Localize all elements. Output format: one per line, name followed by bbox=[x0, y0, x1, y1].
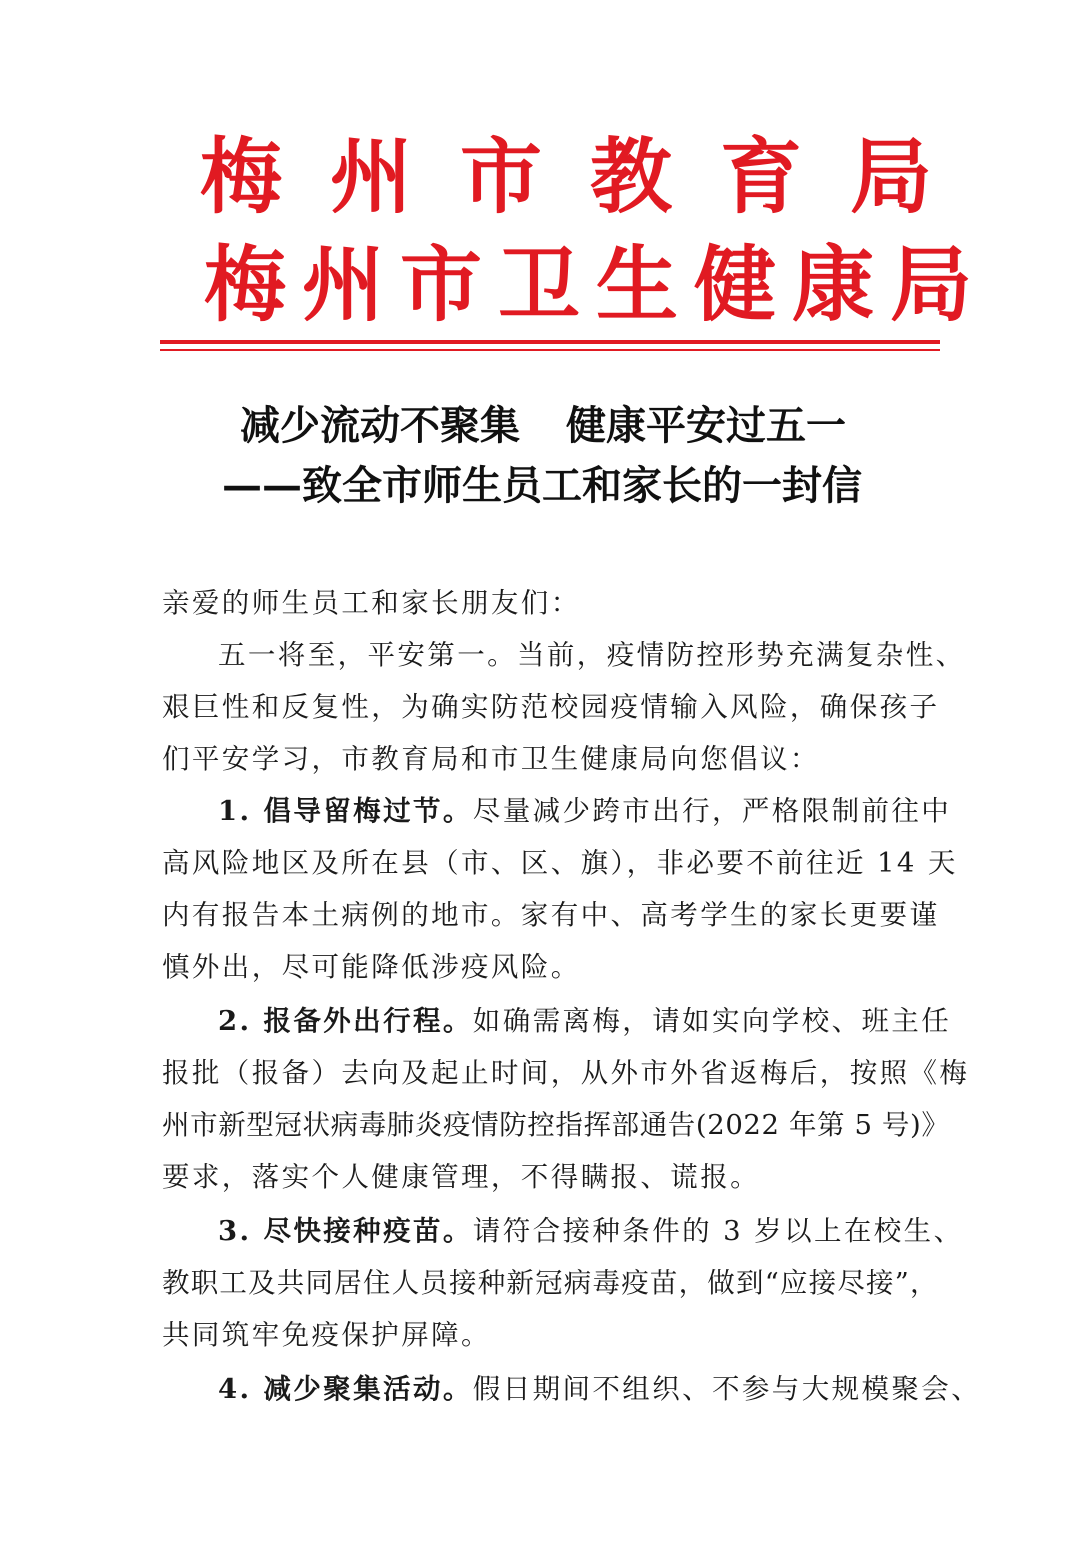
item-2-text: 如确需离梅，请如实向学校、班主任 bbox=[472, 1005, 952, 1037]
item-4-first-line bbox=[218, 1366, 981, 1406]
intro-line: 们平安学习，市教育局和市卫生健康局向您倡议： bbox=[162, 743, 820, 775]
item-3-line: 共同筑牢免疫保护屏障。 bbox=[162, 1319, 491, 1351]
item-1-heading: 1. 倡导留梅过节。 bbox=[218, 795, 473, 827]
header-divider-thin bbox=[160, 349, 940, 351]
title-part-1: 减少流动不聚集 bbox=[240, 402, 520, 449]
item-2-line: 要求，落实个人健康管理，不得瞒报、谎报。 bbox=[162, 1161, 760, 1193]
item-3-heading: 3. 尽快接种疫苗。 bbox=[218, 1215, 473, 1247]
item-4-heading: 4. 减少聚集活动。 bbox=[218, 1373, 473, 1405]
item-2-line: 报批（报备）去向及起止时间，从外市外省返梅后，按照《梅 bbox=[162, 1057, 970, 1089]
document-title bbox=[240, 402, 846, 450]
issuer-line-education-bureau: 梅州市教育局 bbox=[200, 130, 981, 225]
item-4-text: 假日期间不组织、不参与大规模聚会、 bbox=[472, 1373, 982, 1405]
title-part-2: 健康平安过五一 bbox=[566, 402, 846, 449]
header-divider-thick bbox=[160, 340, 940, 344]
intro-line: 五一将至，平安第一。当前，疫情防控形势充满复杂性、 bbox=[218, 639, 966, 671]
intro-line: 艰巨性和反复性，为确实防范校园疫情输入风险，确保孩子 bbox=[162, 691, 940, 723]
issuer-line-health-bureau: 梅州市卫生健康局 bbox=[204, 238, 989, 333]
document-subtitle: ——致全市师生员工和家长的一封信 bbox=[222, 462, 862, 509]
item-2-line: 州市新型冠状病毒肺炎疫情防控指挥部通告(2022 年第 5 号)》 bbox=[162, 1109, 950, 1141]
item-1-line: 内有报告本土病例的地市。家有中、高考学生的家长更要谨 bbox=[162, 899, 940, 931]
item-1-line: 高风险地区及所在县（市、区、旗），非必要不前往近 14 天 bbox=[162, 847, 958, 879]
item-3-line: 教职工及共同居住人员接种新冠病毒疫苗，做到“应接尽接”， bbox=[162, 1267, 939, 1299]
item-3-text: 请符合接种条件的 3 岁以上在校生、 bbox=[472, 1215, 964, 1247]
item-2-heading: 2. 报备外出行程。 bbox=[218, 1005, 473, 1037]
item-2-first-line bbox=[218, 998, 951, 1038]
salutation: 亲爱的师生员工和家长朋友们： bbox=[162, 587, 581, 619]
item-3-first-line bbox=[218, 1208, 963, 1248]
item-1-line: 慎外出，尽可能降低涉疫风险。 bbox=[162, 951, 581, 983]
item-1-text: 尽量减少跨市出行，严格限制前往中 bbox=[472, 795, 952, 827]
item-1-first-line bbox=[218, 788, 951, 828]
